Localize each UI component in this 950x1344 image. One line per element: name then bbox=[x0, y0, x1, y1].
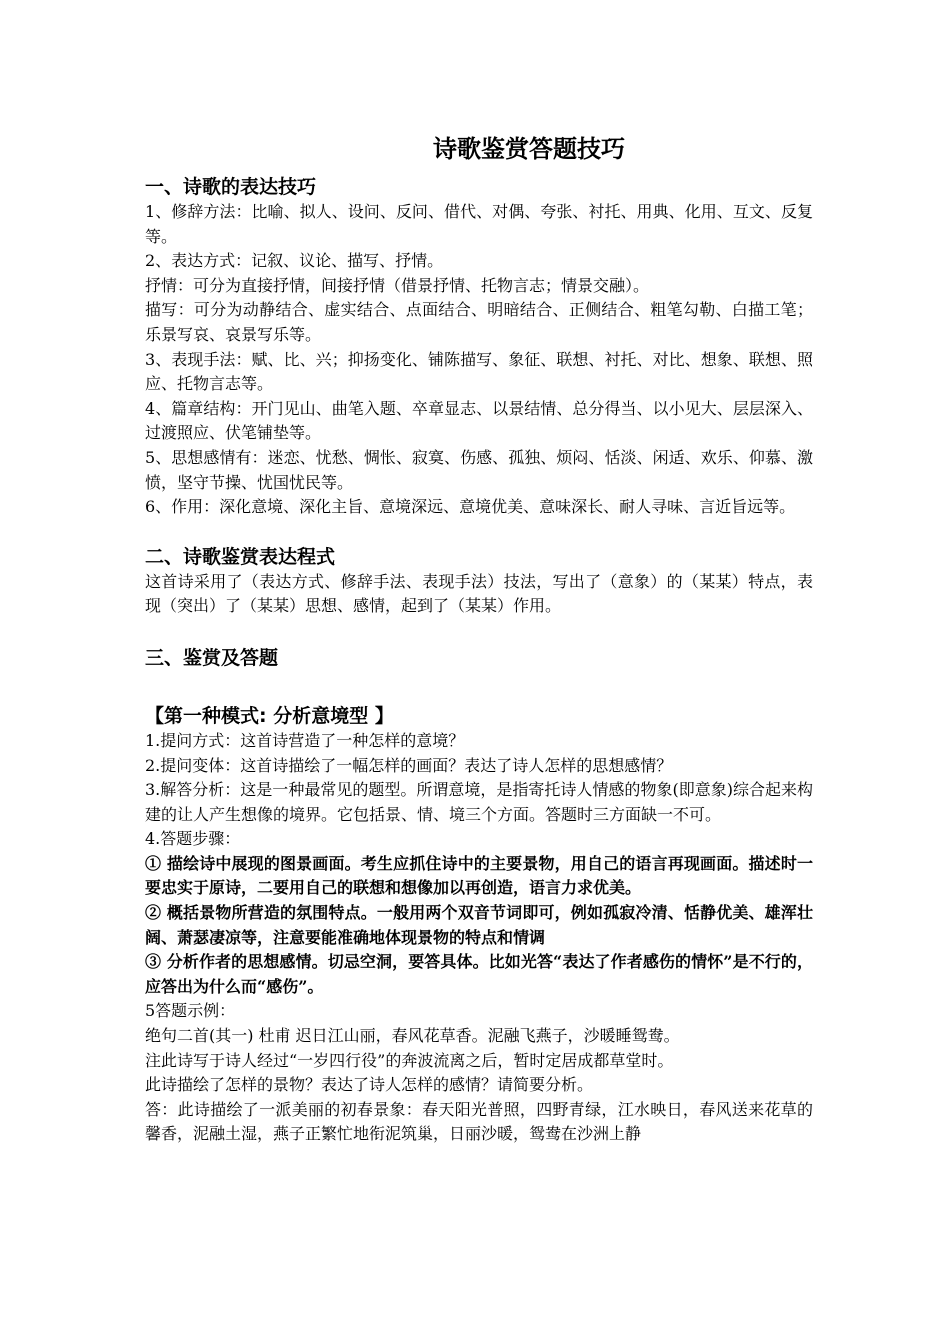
paragraph-description: 描写：可分为动静结合、虚实结合、点面结合、明暗结合、正侧结合、粗笔勾勒、白描工笔；乐景写哀、哀景写乐等。 bbox=[145, 300, 813, 344]
paragraph-example-note: 注此诗写于诗人经过“一岁四行役”的奔波流离之后，暂时定居成都草堂时。 bbox=[145, 1050, 674, 1070]
paragraph-expression-modes: 2、表达方式：记叙、议论、描写、抒情。 bbox=[145, 251, 444, 271]
paragraph-rhetoric: 1、修辞方法：比喻、拟人、设问、反问、借代、对偶、夸张、衬托、用典、化用、互文、反复等。 bbox=[145, 202, 813, 246]
document-page bbox=[145, 128, 813, 1147]
paragraph-step-3: ③ 分析作者的思想感情。切忌空洞，要答具体。比如光答“表达了作者感伤的情怀”是不行的，应答出为什么而“感伤”。 bbox=[145, 952, 813, 996]
section-heading-expression-techniques: 一、诗歌的表达技巧 bbox=[145, 176, 317, 198]
paragraph-emotions: 5、思想感情有：迷恋、忧愁、惆怅、寂寞、伤感、孤独、烦闷、恬淡、闲适、欢乐、仰慕、激愤，坚守节操、忧国忧民等。 bbox=[145, 447, 813, 492]
paragraph-answer-formula: 这首诗采用了（表达方式、修辞手法、表现手法）技法，写出了（意象）的（某某）特点，表现（突出）了（某某）思想、感情，起到了（某某）作用。 bbox=[145, 571, 813, 616]
page-title: 诗歌鉴赏答题技巧 bbox=[433, 135, 625, 163]
paragraph-steps-label: 4.答题步骤： bbox=[145, 829, 241, 849]
paragraph-structure: 4、篇章结构：开门见山、曲笔入题、卒章显志、以景结情、总分得当、以小见大、层层深入、过渡照应、伏笔铺垫等。 bbox=[145, 398, 813, 443]
paragraph-lyricism: 抒情：可分为直接抒情，间接抒情（借景抒情、托物言志；情景交融）。 bbox=[145, 275, 650, 295]
paragraph-question-variant: 2.提问变体：这首诗描绘了一幅怎样的画面？表达了诗人怎样的思想感情？ bbox=[145, 755, 673, 775]
mode-heading: 【第一种模式: 分析意境型 】 bbox=[145, 704, 394, 727]
paragraph-techniques: 3、表现手法：赋、比、兴；抑扬变化、铺陈描写、象征、联想、衬托、对比、想象、联想、照应、托物言志等。 bbox=[145, 349, 813, 394]
paragraph-example-poem: 绝句二首(其一) 杜甫 迟日江山丽，春风花草香。泥融飞燕子，沙暖睡鸳鸯。 bbox=[145, 1026, 680, 1046]
paragraph-effects: 6、作用：深化意境、深化主旨、意境深远、意境优美、意味深长、耐人寻味、言近旨远等。 bbox=[145, 497, 796, 517]
paragraph-example-answer: 答：此诗描绘了一派美丽的初春景象：春天阳光普照，四野青绿，江水映日，春风送来花草的馨香，泥融土湿，燕子正繁忙地衔泥筑巢，日丽沙暖，鸳鸯在沙洲上静 bbox=[145, 1099, 813, 1144]
section-heading-answer-formula: 二、诗歌鉴赏表达程式 bbox=[145, 545, 336, 568]
paragraph-example-label: 5答题示例： bbox=[145, 1001, 236, 1021]
section-heading-appreciation: 三、鉴赏及答题 bbox=[145, 646, 279, 669]
paragraph-analysis: 3.解答分析：这是一种最常见的题型。所谓意境，是指寄托诗人情感的物象(即意象)综合起来构建的让人产生想像的境界。它包括景、情、境三个方面。答题时三方面缺一不可。 bbox=[145, 780, 813, 824]
paragraph-step-1: ① 描绘诗中展现的图景画面。考生应抓住诗中的主要景物，用自己的语言再现画面。描述时一要忠实于原诗，二要用自己的联想和想像加以再创造，语言力求优美。 bbox=[145, 853, 813, 898]
paragraph-example-question: 此诗描绘了怎样的景物？表达了诗人怎样的感情？请简要分析。 bbox=[145, 1075, 594, 1095]
paragraph-step-2: ② 概括景物所营造的氛围特点。一般用两个双音节词即可，例如孤寂冷清、恬静优美、雄浑壮阔、萧瑟凄凉等，注意要能准确地体现景物的特点和情调 bbox=[145, 903, 813, 947]
paragraph-question-form: 1.提问方式：这首诗营造了一种怎样的意境？ bbox=[145, 730, 465, 750]
